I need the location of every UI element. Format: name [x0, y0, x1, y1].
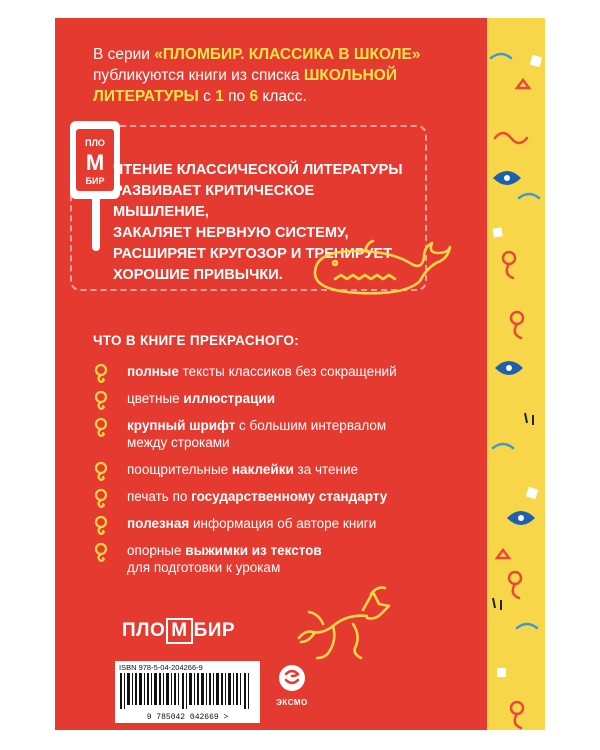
quote-text: ЧТЕНИЕ КЛАССИЧЕСКОЙ ЛИТЕРАТУРЫ РАЗВИВАЕТ КРИТИЧЕСКОЕ МЫШЛЕНИЕ, ЗАКАЛЯЕТ НЕРВНУЮ СИСТЕМУ, РАСШИРЯЕТ КРУГОЗОР И ТРЕНИРУЕТ ХОРОШИЕ ПРИВЫЧКИ. [113, 162, 403, 283]
list-item: крупный шрифт с большим интервалом между строками [93, 417, 433, 451]
list-item: цветные иллюстрации [93, 390, 433, 407]
barcode-block [115, 661, 260, 723]
school-literature-highlight: ШКОЛЬНОЙ ЛИТЕРАТУРЫ [93, 67, 397, 105]
svg-text:БИР: БИР [85, 176, 105, 186]
barcode-icon [120, 673, 255, 709]
list-item: полезная информация об авторе книги [93, 515, 433, 532]
popsicle-bullet-icon [93, 390, 109, 410]
popsicle-bullet-icon [93, 417, 109, 437]
benefits-title: ЧТО В КНИГЕ ПРЕКРАСНОГО: [93, 333, 300, 348]
list-item: опорные выжимки из текстов для подготовки к урокам [93, 542, 433, 576]
isbn-text: ISBN 978-5-04-204266-9 [119, 663, 203, 672]
barcode-number: 9 785042 042669 > [146, 713, 229, 722]
popsicle-bullet-icon [93, 542, 109, 562]
intro-text: В серии «ПЛОМБИР. КЛАССИКА В ШКОЛЕ» публикуются книги из списка ШКОЛЬНОЙ ЛИТЕРАТУРЫ с 1 по 6 класс. [93, 46, 421, 105]
svg-text:ПЛО: ПЛО [85, 138, 105, 148]
plombir-logo: ПЛО М БИР [122, 618, 235, 644]
list-item: полные тексты классиков без сокращений [93, 363, 433, 380]
decorative-stripe [487, 18, 545, 730]
list-item: поощрительные наклейки за чтение [93, 461, 433, 478]
publisher-logo [271, 663, 313, 707]
whale-icon [305, 233, 455, 303]
list-item: печать по государственному стандарту [93, 488, 433, 505]
popsicle-bullet-icon [93, 515, 109, 535]
book-back-cover [55, 18, 545, 730]
benefits-list [93, 363, 433, 586]
stripe-pattern-icon [487, 18, 545, 730]
svg-text:М: М [85, 150, 105, 175]
eksmo-logo-icon [277, 663, 307, 693]
horse-icon [293, 580, 403, 670]
publisher-name: ЭКСМО [276, 698, 308, 707]
popsicle-bullet-icon [93, 363, 109, 383]
series-name: «ПЛОМБИР. КЛАССИКА В ШКОЛЕ» [154, 46, 421, 63]
popsicle-bullet-icon [93, 488, 109, 508]
popsicle-bullet-icon [93, 461, 109, 481]
